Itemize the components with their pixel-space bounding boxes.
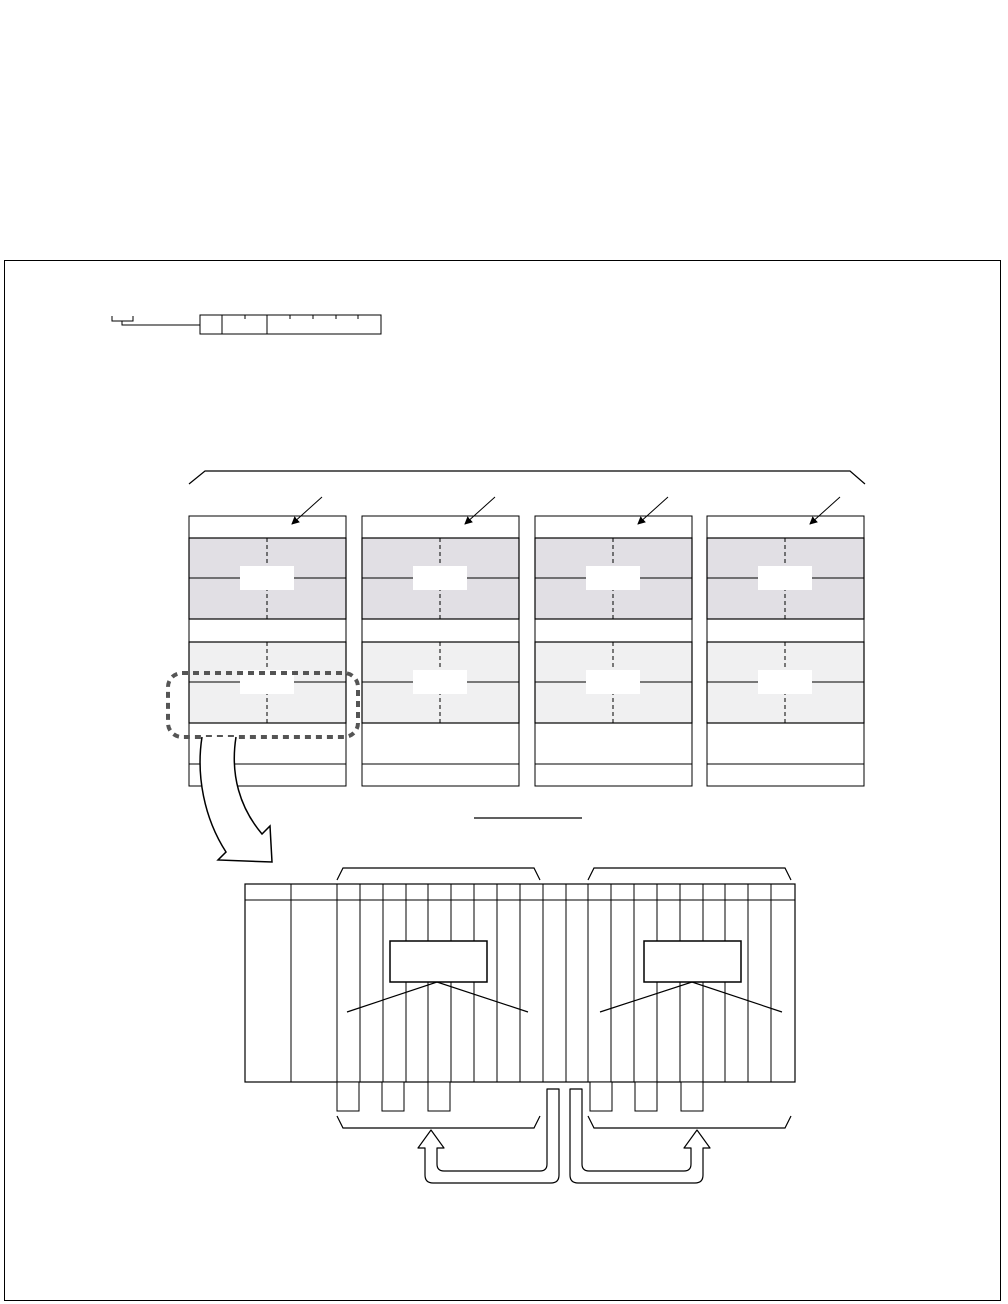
memory-bank bbox=[362, 642, 519, 723]
memory-bank bbox=[362, 538, 519, 619]
memory-bank bbox=[707, 642, 864, 723]
left-bottom-brace bbox=[337, 1116, 540, 1128]
bank-column-2 bbox=[362, 497, 519, 786]
bank-column-3 bbox=[535, 497, 692, 786]
right-bottom-brace bbox=[588, 1116, 791, 1128]
bank-label-box bbox=[586, 670, 640, 694]
memory-bank bbox=[189, 642, 346, 723]
bank-label-box bbox=[758, 670, 812, 694]
bank-label-box bbox=[240, 566, 294, 590]
top-brace bbox=[189, 471, 865, 484]
bank-label-box bbox=[586, 566, 640, 590]
bank-columns bbox=[189, 497, 864, 786]
left-group-brace bbox=[337, 868, 540, 880]
register-bracket bbox=[112, 316, 200, 325]
bank-column-4 bbox=[707, 497, 864, 786]
memory-bank bbox=[707, 538, 864, 619]
bank-label-box bbox=[413, 670, 467, 694]
hanging-tabs bbox=[337, 1082, 703, 1111]
bank-label-box bbox=[758, 566, 812, 590]
detail-register bbox=[245, 868, 795, 1183]
register-field bbox=[112, 315, 381, 334]
memory-bank bbox=[189, 538, 346, 619]
memory-bank bbox=[535, 642, 692, 723]
memory-bank bbox=[535, 538, 692, 619]
right-selector-box bbox=[644, 941, 741, 982]
right-group-brace bbox=[588, 868, 791, 880]
bank-label-box bbox=[413, 566, 467, 590]
left-selector-box bbox=[390, 941, 487, 982]
